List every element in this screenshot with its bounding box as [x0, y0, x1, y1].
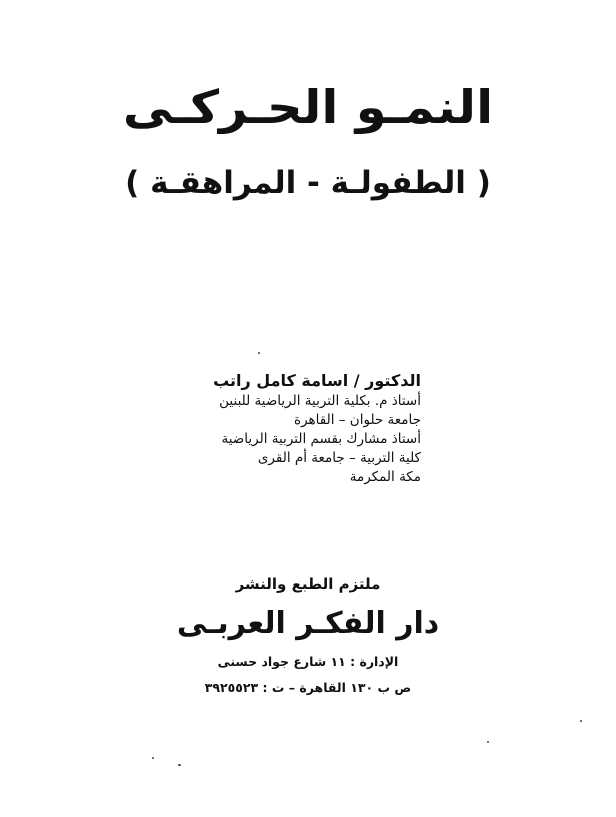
- author-affiliation-line: أستاذ م. بكلية التربية الرياضية للبنين: [219, 393, 421, 409]
- author-name: الدكتور / اسامة كامل راتب: [213, 371, 421, 390]
- publisher-address: الإدارة : ١١ شارع جواد حسنى: [217, 654, 399, 669]
- author-affiliation-line: أستاذ مشارك بقسم التربية الرياضية: [221, 431, 421, 447]
- author-affiliation-line: كلية التربية – جامعة أم القرى: [257, 450, 421, 466]
- scan-speck: [258, 352, 260, 354]
- scan-speck: [152, 757, 154, 759]
- scan-speck: [580, 720, 582, 722]
- author-affiliation-line: جامعة حلوان – القاهرة: [294, 412, 421, 428]
- book-title: النمـو الحـركـى: [122, 80, 494, 134]
- scan-speck: [178, 764, 181, 766]
- publisher-name: دار الفكـر العربـى: [176, 606, 440, 641]
- publisher-label: ملتزم الطبع والنشر: [235, 575, 381, 593]
- scan-speck: [487, 741, 489, 743]
- author-block: [161, 370, 421, 487]
- publisher-po-box: ص ب ١٣٠ القاهرة – ت : ٣٩٢٥٥٢٣: [204, 680, 412, 695]
- book-subtitle: ( الطفولـة - المراهقـة ): [125, 165, 491, 201]
- author-affiliation-line: مكة المكرمة: [349, 469, 421, 485]
